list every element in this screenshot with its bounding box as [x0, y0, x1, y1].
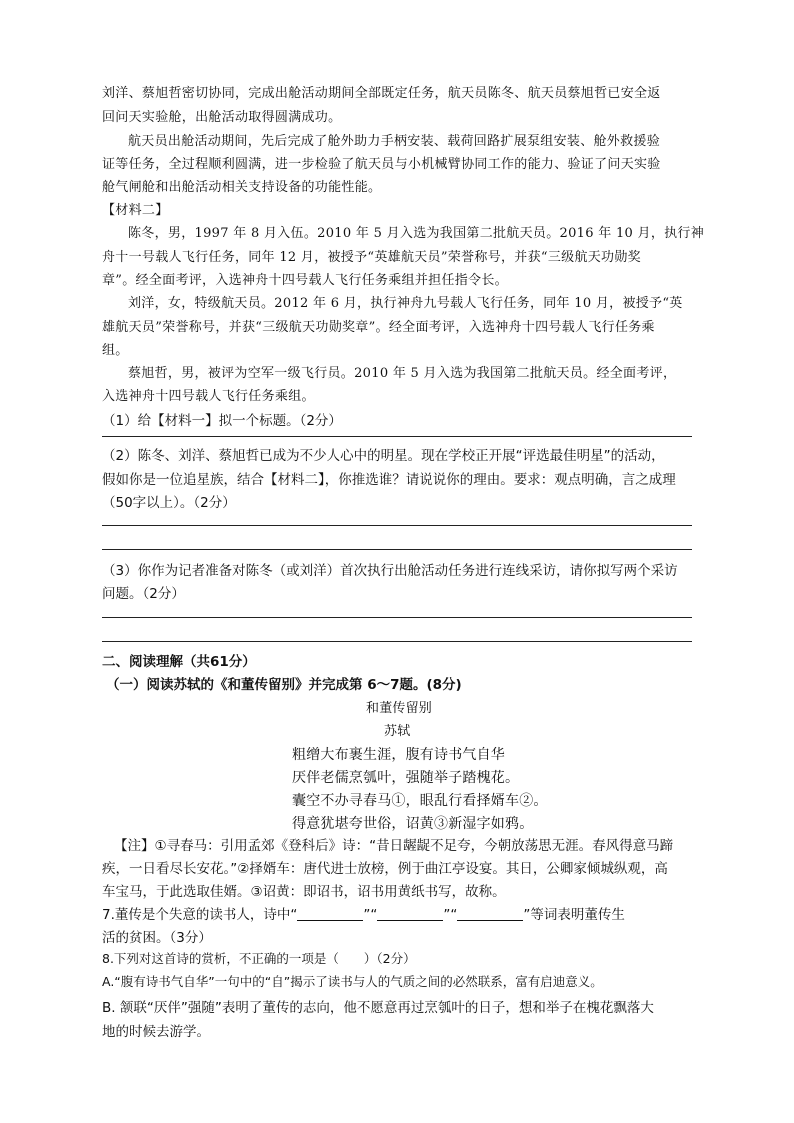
answer-line-q1[interactable]: [102, 436, 692, 437]
note-line-3: 车宝马，于此选取佳婿。③诏黄：即诏书，诏书用黄纸书写，故称。: [102, 884, 506, 900]
question-2-line-3: （50字以上）。（2分）: [102, 495, 236, 511]
material1-line-4: 证等任务，全过程顺利圆满，进一步检验了航天员与小机械臂协同工作的能力、验证了问天实验: [102, 157, 661, 172]
question-2-line-1: （2）陈冬、刘洋、蔡旭哲已成为不少人心中的明星。现在学校正开展“评选最佳明星”的活动，: [102, 448, 665, 464]
question-8-stem: 8.下列对这首诗的赏析，不正确的一项是（ ）（2分）: [102, 951, 416, 966]
material1-line-5: 舱气闸舱和出舱活动相关支持设备的功能性能。: [102, 180, 382, 195]
material2-chen-line-2: 舟十一号载人飞行任务，同年 12 月，被授予“英雄航天员”荣誉称号，并获“三级航天功勋奖: [102, 250, 641, 265]
question-7-blank-1[interactable]: [297, 908, 363, 921]
question-7-sep-1: ”“: [363, 907, 378, 923]
question-7-blank-3[interactable]: [457, 908, 523, 921]
question-2-line-2: 假如你是一位追星族，结合【材料二】，你推选谁？请说说你的理由。要求：观点明确，言之成理: [102, 472, 676, 488]
material1-line-3: 航天员出舱活动期间，先后完成了舱外助力手柄安装、载荷回路扩展泵组安装、舱外救援验: [128, 134, 661, 149]
note-line-2: 疾，一日看尽长安花。”②择婿车：唐代进士放榜，例于曲江亭设宴。其日，公卿家倾城纵观，高: [102, 861, 668, 877]
material1-line-1: 刘洋、蔡旭哲密切协同，完成出舱活动期间全部既定任务，航天员陈冬、航天员蔡旭哲已安全返: [102, 86, 661, 101]
question-7-line-1: [102, 903, 625, 923]
question-7-sep-2: ”“: [443, 907, 458, 923]
section-2-title: 二、阅读理解（共61分）: [102, 654, 256, 670]
question-8-option-b-line-1: B. 颔联“厌伴”强随”表明了董传的志向，他不愿意再过烹瓠叶的日子，想和举子在槐花飘落大: [102, 1000, 654, 1016]
note-line-1: 【注】①寻春马：引用孟郊《登科后》诗：“昔日龌龊不足夸，今朝放荡思无涯。春风得意马蹄: [114, 838, 674, 854]
material1-line-2: 回问天实验舱，出舱活动取得圆满成功。: [102, 110, 342, 125]
material2-cai-line-1: 蔡旭哲，男，被评为空军一级飞行员。2010 年 5 月入选为我国第二批航天员。经全面考评，: [128, 366, 677, 381]
question-1: （1）给【材料一】拟一个标题。（2分）: [102, 413, 342, 429]
question-8-option-b-line-2: 地的时候去游学。: [102, 1024, 210, 1040]
question-3-line-2: 问题。（2分）: [102, 586, 185, 602]
question-3-line-1: （3）你作为记者准备对陈冬（或刘洋）首次执行出舱活动任务进行连线采访，请你拟写两个采访: [102, 563, 678, 579]
question-7-suffix: ”等词表明董传生: [523, 907, 625, 923]
material2-heading: 【材料二】: [102, 203, 169, 218]
material2-liu-line-1: 刘洋，女，特级航天员。2012 年 6 月，执行神舟九号载人飞行任务，同年 10 月，被授予“英: [128, 296, 683, 311]
answer-line-q2-2[interactable]: [102, 549, 692, 550]
material2-liu-line-3: 组。: [102, 343, 129, 358]
answer-line-q2-1[interactable]: [102, 525, 692, 526]
poem-title: 和董传留别: [366, 701, 433, 716]
material2-cai-line-2: 入选神舟十四号载人飞行任务乘组。: [102, 389, 315, 404]
answer-line-q3-1[interactable]: [102, 617, 692, 618]
question-7-line-2: 活的贫困。（3分）: [102, 930, 212, 946]
poem-line-1: 粗缯大布裹生涯，腹有诗书气自华: [292, 747, 505, 763]
question-7-prefix: 7.董传是个失意的读书人，诗中“: [102, 907, 298, 923]
poem-line-4: 得意犹堪夸世俗，诏黄③新湿字如鸦。: [292, 816, 534, 832]
poem-line-2: 厌伴老儒烹瓠叶，强随举子踏槐花。: [292, 770, 520, 786]
answer-line-q3-2[interactable]: [102, 641, 692, 642]
poem-line-3: 囊空不办寻春马①，眼乱行看择婿车②。: [292, 793, 548, 809]
question-8-option-a: A.“腹有诗书气自华”一句中的“自”揭示了读书与人的气质之间的必然联系，富有启迪意义。: [102, 974, 603, 989]
material2-chen-line-3: 章”。经全面考评，入选神舟十四号载人飞行任务乘组并担任指令长。: [102, 273, 508, 288]
section-2-subtitle: （一）阅读苏轼的《和董传留别》并完成第 6～7题。(8分): [106, 677, 462, 693]
poem-author: 苏轼: [384, 724, 411, 739]
material2-liu-line-2: 雄航天员”荣誉称号，并获“三级航天功勋奖章”。经全面考评，入选神舟十四号载人飞行任务乘: [102, 320, 655, 335]
question-7-blank-2[interactable]: [377, 908, 443, 921]
material2-chen-line-1: 陈冬，男，1997 年 8 月入伍。2010 年 5 月入选为我国第二批航天员。2016 年 10 月，执行神: [128, 226, 705, 241]
